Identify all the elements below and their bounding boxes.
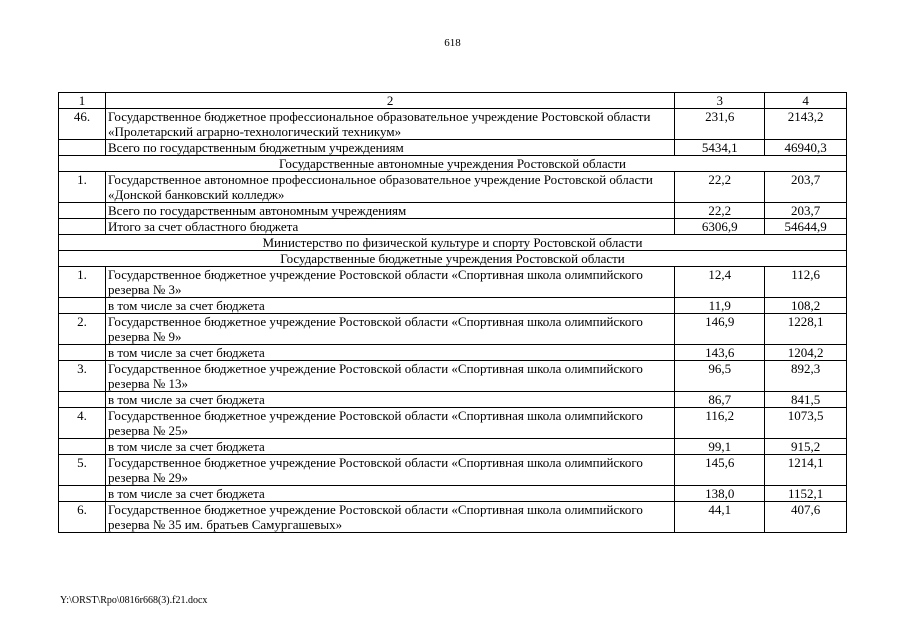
row-number bbox=[59, 219, 106, 235]
value-col-3: 86,7 bbox=[675, 392, 765, 408]
value-col-3: 99,1 bbox=[675, 439, 765, 455]
row-number: 1. bbox=[59, 172, 106, 203]
total-row bbox=[59, 345, 847, 361]
row-name: Итого за счет областного бюджета bbox=[106, 219, 675, 235]
total-row bbox=[59, 298, 847, 314]
value-col-3: 96,5 bbox=[675, 361, 765, 392]
row-number: 4. bbox=[59, 408, 106, 439]
row-number: 2. bbox=[59, 314, 106, 345]
institution-row bbox=[59, 502, 847, 533]
table-body bbox=[59, 93, 847, 533]
row-name: в том числе за счет бюджета bbox=[106, 392, 675, 408]
header-row bbox=[59, 93, 847, 109]
row-number: 5. bbox=[59, 455, 106, 486]
value-col-3: 6306,9 bbox=[675, 219, 765, 235]
row-name: в том числе за счет бюджета bbox=[106, 345, 675, 361]
institution-row bbox=[59, 267, 847, 298]
value-col-4: 841,5 bbox=[765, 392, 847, 408]
row-number: 1. bbox=[59, 267, 106, 298]
section-row bbox=[59, 251, 847, 267]
value-col-4: 915,2 bbox=[765, 439, 847, 455]
row-number bbox=[59, 486, 106, 502]
row-name: Государственное бюджетное профессиональное образовательное учреждение Ростовской области «Пролетарский аграрно-технологический техникум» bbox=[106, 109, 675, 140]
institution-row bbox=[59, 314, 847, 345]
section-row bbox=[59, 156, 847, 172]
header-cell-2: 2 bbox=[106, 93, 675, 109]
row-name: Государственное бюджетное учреждение Ростовской области «Спортивная школа олимпийского резерва № 29» bbox=[106, 455, 675, 486]
institution-row bbox=[59, 109, 847, 140]
value-col-4: 46940,3 bbox=[765, 140, 847, 156]
value-col-3: 44,1 bbox=[675, 502, 765, 533]
row-number bbox=[59, 140, 106, 156]
section-row bbox=[59, 235, 847, 251]
row-name: в том числе за счет бюджета bbox=[106, 439, 675, 455]
header-cell-1: 1 bbox=[59, 93, 106, 109]
header-cell-3: 3 bbox=[675, 93, 765, 109]
value-col-4: 112,6 bbox=[765, 267, 847, 298]
row-number bbox=[59, 392, 106, 408]
total-row bbox=[59, 219, 847, 235]
section-title: Министерство по физической культуре и спорту Ростовской области bbox=[59, 235, 847, 251]
row-name: Государственное бюджетное учреждение Ростовской области «Спортивная школа олимпийского резерва № 35 им. братьев Самургашевых» bbox=[106, 502, 675, 533]
value-col-4: 203,7 bbox=[765, 203, 847, 219]
budget-table bbox=[58, 92, 847, 533]
row-name: в том числе за счет бюджета bbox=[106, 486, 675, 502]
institution-row bbox=[59, 455, 847, 486]
row-name: Государственное бюджетное учреждение Ростовской области «Спортивная школа олимпийского резерва № 13» bbox=[106, 361, 675, 392]
total-row bbox=[59, 486, 847, 502]
row-number bbox=[59, 439, 106, 455]
value-col-4: 1204,2 bbox=[765, 345, 847, 361]
value-col-3: 146,9 bbox=[675, 314, 765, 345]
value-col-3: 116,2 bbox=[675, 408, 765, 439]
page-number: 618 bbox=[444, 37, 461, 49]
total-row bbox=[59, 392, 847, 408]
row-number bbox=[59, 203, 106, 219]
value-col-3: 22,2 bbox=[675, 203, 765, 219]
row-name: Государственное автономное профессиональное образовательное учреждение Ростовской области «Донской банковский колледж» bbox=[106, 172, 675, 203]
value-col-3: 138,0 bbox=[675, 486, 765, 502]
value-col-3: 231,6 bbox=[675, 109, 765, 140]
section-title: Государственные бюджетные учреждения Ростовской области bbox=[59, 251, 847, 267]
section-title: Государственные автономные учреждения Ростовской области bbox=[59, 156, 847, 172]
value-col-3: 12,4 bbox=[675, 267, 765, 298]
value-col-4: 1214,1 bbox=[765, 455, 847, 486]
value-col-4: 2143,2 bbox=[765, 109, 847, 140]
row-name: Государственное бюджетное учреждение Ростовской области «Спортивная школа олимпийского резерва № 3» bbox=[106, 267, 675, 298]
header-cell-4: 4 bbox=[765, 93, 847, 109]
institution-row bbox=[59, 172, 847, 203]
value-col-4: 1152,1 bbox=[765, 486, 847, 502]
value-col-3: 145,6 bbox=[675, 455, 765, 486]
value-col-4: 1073,5 bbox=[765, 408, 847, 439]
value-col-4: 54644,9 bbox=[765, 219, 847, 235]
row-number bbox=[59, 345, 106, 361]
value-col-4: 892,3 bbox=[765, 361, 847, 392]
row-name: Всего по государственным автономным учреждениям bbox=[106, 203, 675, 219]
row-name: Государственное бюджетное учреждение Ростовской области «Спортивная школа олимпийского резерва № 9» bbox=[106, 314, 675, 345]
value-col-3: 22,2 bbox=[675, 172, 765, 203]
row-name: в том числе за счет бюджета bbox=[106, 298, 675, 314]
value-col-3: 11,9 bbox=[675, 298, 765, 314]
total-row bbox=[59, 203, 847, 219]
institution-row bbox=[59, 408, 847, 439]
institution-row bbox=[59, 361, 847, 392]
row-name: Всего по государственным бюджетным учреждениям bbox=[106, 140, 675, 156]
total-row bbox=[59, 140, 847, 156]
row-number: 6. bbox=[59, 502, 106, 533]
row-name: Государственное бюджетное учреждение Ростовской области «Спортивная школа олимпийского резерва № 25» bbox=[106, 408, 675, 439]
value-col-3: 143,6 bbox=[675, 345, 765, 361]
value-col-3: 5434,1 bbox=[675, 140, 765, 156]
value-col-4: 108,2 bbox=[765, 298, 847, 314]
value-col-4: 203,7 bbox=[765, 172, 847, 203]
total-row bbox=[59, 439, 847, 455]
row-number bbox=[59, 298, 106, 314]
value-col-4: 1228,1 bbox=[765, 314, 847, 345]
row-number: 46. bbox=[59, 109, 106, 140]
file-path-footer: Y:\ORST\Rpo\0816r668(3).f21.docx bbox=[60, 595, 208, 606]
value-col-4: 407,6 bbox=[765, 502, 847, 533]
row-number: 3. bbox=[59, 361, 106, 392]
